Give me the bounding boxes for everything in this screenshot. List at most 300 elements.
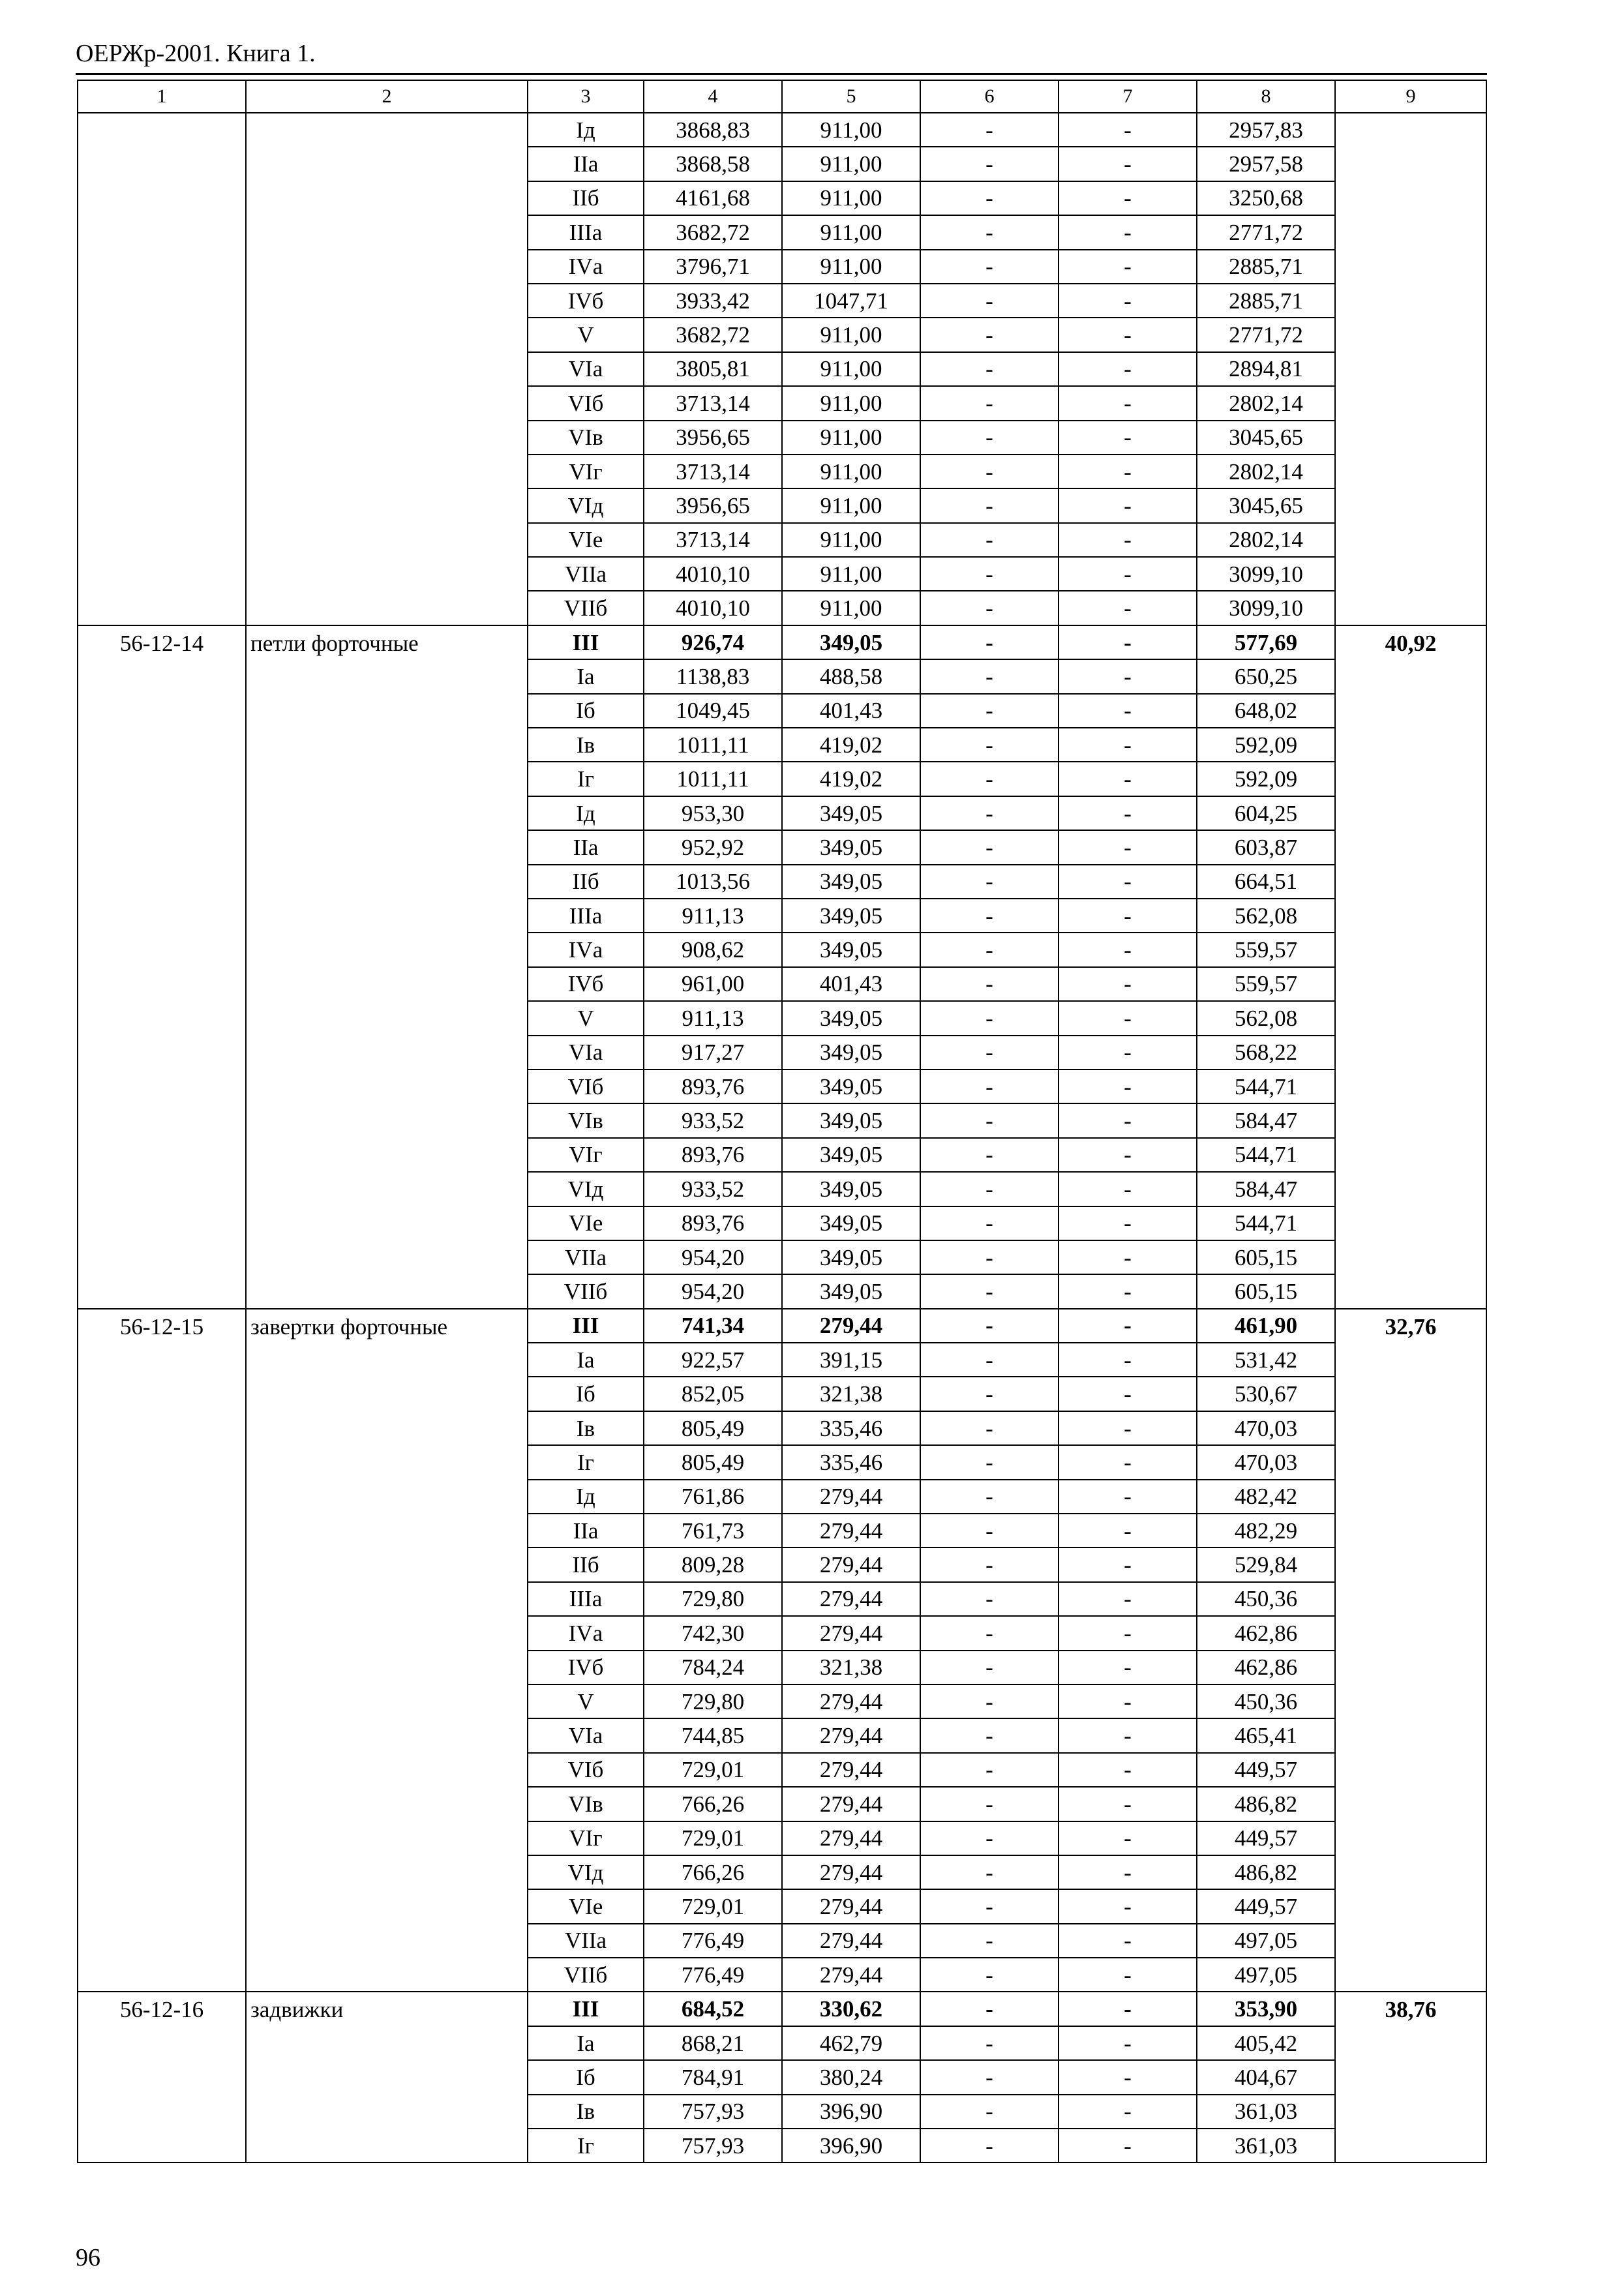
table-cell: IIIа <box>528 1582 644 1616</box>
table-cell: 530,67 <box>1197 1377 1335 1411</box>
table-cell: 911,00 <box>782 557 920 591</box>
table-cell: 954,20 <box>644 1274 782 1308</box>
column-number-row <box>78 80 1486 113</box>
table-cell: 4161,68 <box>644 181 782 215</box>
table-cell: 349,05 <box>782 796 920 830</box>
item-code-cell: 56-12-15 <box>78 1309 246 1992</box>
table-cell: VIIб <box>528 1958 644 1992</box>
table-cell: - <box>920 728 1059 762</box>
table-cell: 922,57 <box>644 1343 782 1377</box>
table-cell: 470,03 <box>1197 1445 1335 1479</box>
table-cell: - <box>920 2095 1059 2129</box>
table-cell: - <box>920 591 1059 625</box>
table-cell: 353,90 <box>1197 1992 1335 2026</box>
table-cell: 3713,14 <box>644 386 782 420</box>
table-cell: Iд <box>528 796 644 830</box>
table-cell: - <box>920 1309 1059 1343</box>
table-cell: - <box>1059 1206 1197 1240</box>
table-cell: VIг <box>528 1821 644 1855</box>
table-cell: 911,00 <box>782 215 920 249</box>
table-cell: - <box>1059 352 1197 386</box>
table-cell: 405,42 <box>1197 2026 1335 2060</box>
table-cell: 349,05 <box>782 830 920 864</box>
table-cell: - <box>1059 1616 1197 1650</box>
table-cell: 605,15 <box>1197 1240 1335 1274</box>
table-cell: - <box>920 1103 1059 1137</box>
table-cell: 742,30 <box>644 1616 782 1650</box>
table-cell: 953,30 <box>644 796 782 830</box>
table-cell: - <box>920 250 1059 284</box>
table-cell: VIд <box>528 488 644 522</box>
table-cell: IIб <box>528 1548 644 1581</box>
table-cell: - <box>920 762 1059 796</box>
table-cell: 584,47 <box>1197 1103 1335 1137</box>
table-cell: - <box>920 1992 1059 2026</box>
table-cell: 349,05 <box>782 1138 920 1172</box>
table-cell: 279,44 <box>782 1684 920 1718</box>
table-cell: - <box>920 1070 1059 1103</box>
table-cell: 349,05 <box>782 1206 920 1240</box>
table-cell: Iа <box>528 1343 644 1377</box>
table-cell: IVа <box>528 1616 644 1650</box>
table-cell: 361,03 <box>1197 2095 1335 2129</box>
table-cell: 349,05 <box>782 1070 920 1103</box>
table-cell: - <box>1059 1684 1197 1718</box>
table-cell: 3713,14 <box>644 523 782 557</box>
table-cell: 911,00 <box>782 113 920 147</box>
column-number: 2 <box>246 80 528 113</box>
table-cell: 741,34 <box>644 1309 782 1343</box>
table-cell: - <box>920 1411 1059 1445</box>
table-cell: 450,36 <box>1197 1684 1335 1718</box>
table-cell: - <box>1059 1172 1197 1206</box>
table-cell: 784,91 <box>644 2060 782 2094</box>
table-cell: 349,05 <box>782 1172 920 1206</box>
table-cell: 592,09 <box>1197 762 1335 796</box>
table-cell: - <box>920 215 1059 249</box>
column-number: 8 <box>1197 80 1335 113</box>
table-cell: 852,05 <box>644 1377 782 1411</box>
table-cell: VIв <box>528 1787 644 1821</box>
table-cell: - <box>1059 1787 1197 1821</box>
table-cell: - <box>1059 386 1197 420</box>
table-cell: 911,00 <box>782 455 920 488</box>
table-cell: - <box>1059 557 1197 591</box>
table-cell: 729,80 <box>644 1582 782 1616</box>
table-cell: 577,69 <box>1197 625 1335 659</box>
table-cell: - <box>920 830 1059 864</box>
table-cell: 349,05 <box>782 1103 920 1137</box>
table-cell: 279,44 <box>782 1514 920 1548</box>
table-cell: - <box>1059 318 1197 352</box>
table-cell: IIб <box>528 865 644 899</box>
table-cell: - <box>1059 2129 1197 2162</box>
item-name-cell: завертки форточные <box>246 1309 528 1992</box>
table-cell: - <box>1059 830 1197 864</box>
table-cell: - <box>1059 1651 1197 1684</box>
table-cell: 805,49 <box>644 1411 782 1445</box>
table-cell: - <box>1059 1411 1197 1445</box>
table-cell: 2957,83 <box>1197 113 1335 147</box>
table-cell: - <box>1059 1821 1197 1855</box>
table-cell: - <box>1059 1855 1197 1889</box>
table-cell: IVб <box>528 1651 644 1684</box>
table-cell: IIа <box>528 830 644 864</box>
table-cell: 2802,14 <box>1197 523 1335 557</box>
table-cell: - <box>1059 1001 1197 1035</box>
table-cell: 784,24 <box>644 1651 782 1684</box>
table-cell: 805,49 <box>644 1445 782 1479</box>
table-cell: VIв <box>528 421 644 455</box>
table-cell: 349,05 <box>782 899 920 933</box>
table-cell: - <box>920 1445 1059 1479</box>
table-cell: 401,43 <box>782 694 920 728</box>
table-cell: 933,52 <box>644 1172 782 1206</box>
table-cell: - <box>920 1787 1059 1821</box>
table-cell: 911,00 <box>782 318 920 352</box>
table-cell: 568,22 <box>1197 1036 1335 1070</box>
table-cell: 349,05 <box>782 1001 920 1035</box>
table-cell: 279,44 <box>782 1889 920 1923</box>
table-cell: - <box>920 1753 1059 1787</box>
table-cell: VIIа <box>528 1240 644 1274</box>
table-cell: 335,46 <box>782 1445 920 1479</box>
table-cell: VIб <box>528 1070 644 1103</box>
table-cell: 401,43 <box>782 967 920 1001</box>
item-total-cell: 38,76 <box>1335 1992 1486 2162</box>
table-cell: Iв <box>528 2095 644 2129</box>
table-cell: - <box>920 694 1059 728</box>
table-cell: 911,13 <box>644 899 782 933</box>
table-cell: 1047,71 <box>782 284 920 318</box>
table-cell: 335,46 <box>782 1411 920 1445</box>
table-cell: - <box>1059 1343 1197 1377</box>
table-cell: 2885,71 <box>1197 250 1335 284</box>
table-cell: III <box>528 1992 644 2026</box>
table-cell: 1011,11 <box>644 728 782 762</box>
table-cell: - <box>920 1480 1059 1514</box>
table-cell: - <box>1059 967 1197 1001</box>
column-number: 3 <box>528 80 644 113</box>
table-cell: - <box>1059 2026 1197 2060</box>
table-cell: 404,67 <box>1197 2060 1335 2094</box>
table-cell: 952,92 <box>644 830 782 864</box>
table-row <box>78 1309 1486 1343</box>
table-cell: - <box>920 1138 1059 1172</box>
table-cell: - <box>920 796 1059 830</box>
table-cell: 462,86 <box>1197 1616 1335 1650</box>
table-cell: 776,49 <box>644 1924 782 1958</box>
table-cell: - <box>1059 1138 1197 1172</box>
table-cell: - <box>1059 421 1197 455</box>
table-cell: VIд <box>528 1172 644 1206</box>
table-cell: 3956,65 <box>644 488 782 522</box>
table-cell: 592,09 <box>1197 728 1335 762</box>
table-cell: - <box>1059 1582 1197 1616</box>
table-cell: - <box>920 1514 1059 1548</box>
table-cell: 2771,72 <box>1197 318 1335 352</box>
table-cell: 3045,65 <box>1197 421 1335 455</box>
table-cell: - <box>920 967 1059 1001</box>
table-cell: VIIб <box>528 591 644 625</box>
table-cell: 809,28 <box>644 1548 782 1581</box>
table-cell: VIб <box>528 386 644 420</box>
table-cell: 279,44 <box>782 1753 920 1787</box>
item-total-cell: 32,76 <box>1335 1309 1486 1992</box>
table-cell: III <box>528 625 644 659</box>
table-cell: VIе <box>528 523 644 557</box>
table-cell: IVб <box>528 284 644 318</box>
table-cell: V <box>528 1001 644 1035</box>
table-cell: - <box>920 284 1059 318</box>
table-cell: 604,25 <box>1197 796 1335 830</box>
table-cell: - <box>920 1684 1059 1718</box>
table-cell: - <box>1059 1445 1197 1479</box>
table-cell: 279,44 <box>782 1309 920 1343</box>
table-cell: 911,00 <box>782 352 920 386</box>
table-cell: - <box>1059 1958 1197 1992</box>
table-cell: - <box>1059 1992 1197 2026</box>
table-cell: IVа <box>528 933 644 966</box>
column-number: 1 <box>78 80 246 113</box>
table-cell: 1049,45 <box>644 694 782 728</box>
table-cell: 893,76 <box>644 1206 782 1240</box>
table-cell: - <box>1059 215 1197 249</box>
table-cell: 911,00 <box>782 181 920 215</box>
table-cell: 2957,58 <box>1197 147 1335 181</box>
table-cell: Iб <box>528 1377 644 1411</box>
item-total-cell: 40,92 <box>1335 625 1486 1309</box>
table-cell: 497,05 <box>1197 1958 1335 1992</box>
table-cell: Iа <box>528 2026 644 2060</box>
item-name-cell: петли форточные <box>246 625 528 1309</box>
table-cell: 419,02 <box>782 728 920 762</box>
table-cell: - <box>920 1274 1059 1308</box>
table-cell: 911,00 <box>782 421 920 455</box>
table-cell: 2802,14 <box>1197 455 1335 488</box>
table-cell: IVб <box>528 967 644 1001</box>
table-cell: 3796,71 <box>644 250 782 284</box>
table-cell: 1138,83 <box>644 659 782 693</box>
table-cell: - <box>920 1616 1059 1650</box>
table-cell: IIа <box>528 147 644 181</box>
table-cell: 544,71 <box>1197 1070 1335 1103</box>
table-cell: - <box>920 2060 1059 2094</box>
table-cell: 650,25 <box>1197 659 1335 693</box>
table-cell: - <box>920 1377 1059 1411</box>
table-cell: - <box>1059 899 1197 933</box>
table-cell: 933,52 <box>644 1103 782 1137</box>
table-cell: - <box>1059 1924 1197 1958</box>
table-cell: 911,13 <box>644 1001 782 1035</box>
table-cell: 544,71 <box>1197 1138 1335 1172</box>
table-cell: 3713,14 <box>644 455 782 488</box>
table-cell: 562,08 <box>1197 899 1335 933</box>
column-number: 7 <box>1059 80 1197 113</box>
table-cell: 761,86 <box>644 1480 782 1514</box>
table-cell: - <box>920 1343 1059 1377</box>
table-cell: 893,76 <box>644 1070 782 1103</box>
table-cell: 3099,10 <box>1197 557 1335 591</box>
table-cell: - <box>1059 284 1197 318</box>
table-cell: - <box>1059 2095 1197 2129</box>
table-cell: 926,74 <box>644 625 782 659</box>
table-cell: VIв <box>528 1103 644 1137</box>
table-cell: 911,00 <box>782 523 920 557</box>
table-cell: - <box>920 488 1059 522</box>
table-cell: - <box>920 2129 1059 2162</box>
table-cell: 729,01 <box>644 1753 782 1787</box>
table-cell: - <box>1059 147 1197 181</box>
table-cell: 279,44 <box>782 1924 920 1958</box>
table-cell: 3682,72 <box>644 215 782 249</box>
table-cell: 279,44 <box>782 1616 920 1650</box>
table-cell: - <box>920 1582 1059 1616</box>
table-cell: - <box>920 1548 1059 1581</box>
table-cell: - <box>1059 659 1197 693</box>
table-cell: - <box>920 1718 1059 1752</box>
price-table <box>77 80 1487 2163</box>
table-cell: 603,87 <box>1197 830 1335 864</box>
table-cell: 3868,83 <box>644 113 782 147</box>
table-cell: - <box>920 421 1059 455</box>
table-cell: 3956,65 <box>644 421 782 455</box>
table-cell: 279,44 <box>782 1787 920 1821</box>
table-cell: - <box>1059 523 1197 557</box>
table-cell: - <box>920 2026 1059 2060</box>
table-cell: 470,03 <box>1197 1411 1335 1445</box>
table-cell: VIа <box>528 1036 644 1070</box>
table-cell: - <box>1059 933 1197 966</box>
table-cell: 486,82 <box>1197 1787 1335 1821</box>
table-body <box>78 80 1486 2162</box>
table-cell: 584,47 <box>1197 1172 1335 1206</box>
table-cell: 648,02 <box>1197 694 1335 728</box>
table-cell: - <box>920 625 1059 659</box>
table-cell: - <box>1059 488 1197 522</box>
table-cell: 2885,71 <box>1197 284 1335 318</box>
table-cell: 559,57 <box>1197 967 1335 1001</box>
table-cell: V <box>528 1684 644 1718</box>
table-cell: - <box>1059 1103 1197 1137</box>
table-cell: 1011,11 <box>644 762 782 796</box>
table-cell: 391,15 <box>782 1343 920 1377</box>
table-cell: - <box>920 1958 1059 1992</box>
table-cell: 893,76 <box>644 1138 782 1172</box>
table-cell: - <box>920 1036 1059 1070</box>
table-cell: 419,02 <box>782 762 920 796</box>
table-cell: 279,44 <box>782 1582 920 1616</box>
table-cell: Iг <box>528 2129 644 2162</box>
table-cell: - <box>920 523 1059 557</box>
table-cell: VIIб <box>528 1274 644 1308</box>
table-cell: - <box>920 113 1059 147</box>
table-cell: VIIа <box>528 1924 644 1958</box>
table-cell: 664,51 <box>1197 865 1335 899</box>
table-cell: - <box>1059 694 1197 728</box>
table-cell: 761,73 <box>644 1514 782 1548</box>
table-cell: - <box>1059 1514 1197 1548</box>
table-cell: - <box>1059 1309 1197 1343</box>
table-cell: 380,24 <box>782 2060 920 2094</box>
table-cell: 766,26 <box>644 1787 782 1821</box>
table-cell: 279,44 <box>782 1855 920 1889</box>
table-cell: 3933,42 <box>644 284 782 318</box>
table-cell: 482,29 <box>1197 1514 1335 1548</box>
table-row <box>78 113 1486 147</box>
table-cell: 349,05 <box>782 933 920 966</box>
table-cell: VIа <box>528 352 644 386</box>
table-cell: 3805,81 <box>644 352 782 386</box>
table-cell: VIб <box>528 1753 644 1787</box>
table-cell: 488,58 <box>782 659 920 693</box>
table-cell: 911,00 <box>782 591 920 625</box>
table-cell: VIа <box>528 1718 644 1752</box>
header-rule <box>76 73 1487 75</box>
column-number: 4 <box>644 80 782 113</box>
table-cell: - <box>1059 455 1197 488</box>
table-cell: 396,90 <box>782 2129 920 2162</box>
table-cell: 349,05 <box>782 1274 920 1308</box>
table-cell: - <box>920 1240 1059 1274</box>
table-cell: 911,00 <box>782 250 920 284</box>
table-cell: 449,57 <box>1197 1821 1335 1855</box>
table-cell: - <box>920 318 1059 352</box>
table-cell: 486,82 <box>1197 1855 1335 1889</box>
table-cell: IIIа <box>528 899 644 933</box>
table-cell: - <box>1059 1480 1197 1514</box>
table-cell: 729,80 <box>644 1684 782 1718</box>
running-header: ОЕРЖр-2001. Книга 1. <box>76 40 316 67</box>
item-code-cell: 56-12-14 <box>78 625 246 1309</box>
table-cell: VIг <box>528 1138 644 1172</box>
table-cell: 349,05 <box>782 1036 920 1070</box>
table-cell: IIIа <box>528 215 644 249</box>
table-cell: - <box>920 865 1059 899</box>
table-cell: 3045,65 <box>1197 488 1335 522</box>
table-cell: - <box>1059 113 1197 147</box>
table-cell: - <box>1059 865 1197 899</box>
table-cell: 2771,72 <box>1197 215 1335 249</box>
table-cell: - <box>1059 1274 1197 1308</box>
table-cell: - <box>1059 1240 1197 1274</box>
table-cell: - <box>1059 1036 1197 1070</box>
table-cell: - <box>920 147 1059 181</box>
table-cell: 349,05 <box>782 625 920 659</box>
table-cell: VIд <box>528 1855 644 1889</box>
table-cell: 321,38 <box>782 1377 920 1411</box>
item-name-cell <box>246 113 528 625</box>
table-cell: - <box>920 1821 1059 1855</box>
item-name-cell: задвижки <box>246 1992 528 2162</box>
table-cell: - <box>920 1924 1059 1958</box>
table-cell: 605,15 <box>1197 1274 1335 1308</box>
table-cell: Iа <box>528 659 644 693</box>
table-cell: 531,42 <box>1197 1343 1335 1377</box>
table-cell: - <box>920 181 1059 215</box>
table-cell: 961,00 <box>644 967 782 1001</box>
table-cell: - <box>1059 1753 1197 1787</box>
table-cell: 868,21 <box>644 2026 782 2060</box>
table-cell: Iд <box>528 113 644 147</box>
table-cell: 461,90 <box>1197 1309 1335 1343</box>
table-cell: 1013,56 <box>644 865 782 899</box>
table-cell: 321,38 <box>782 1651 920 1684</box>
table-cell: 766,26 <box>644 1855 782 1889</box>
table-cell: 911,00 <box>782 147 920 181</box>
table-cell: - <box>1059 728 1197 762</box>
item-code-cell: 56-12-16 <box>78 1992 246 2162</box>
